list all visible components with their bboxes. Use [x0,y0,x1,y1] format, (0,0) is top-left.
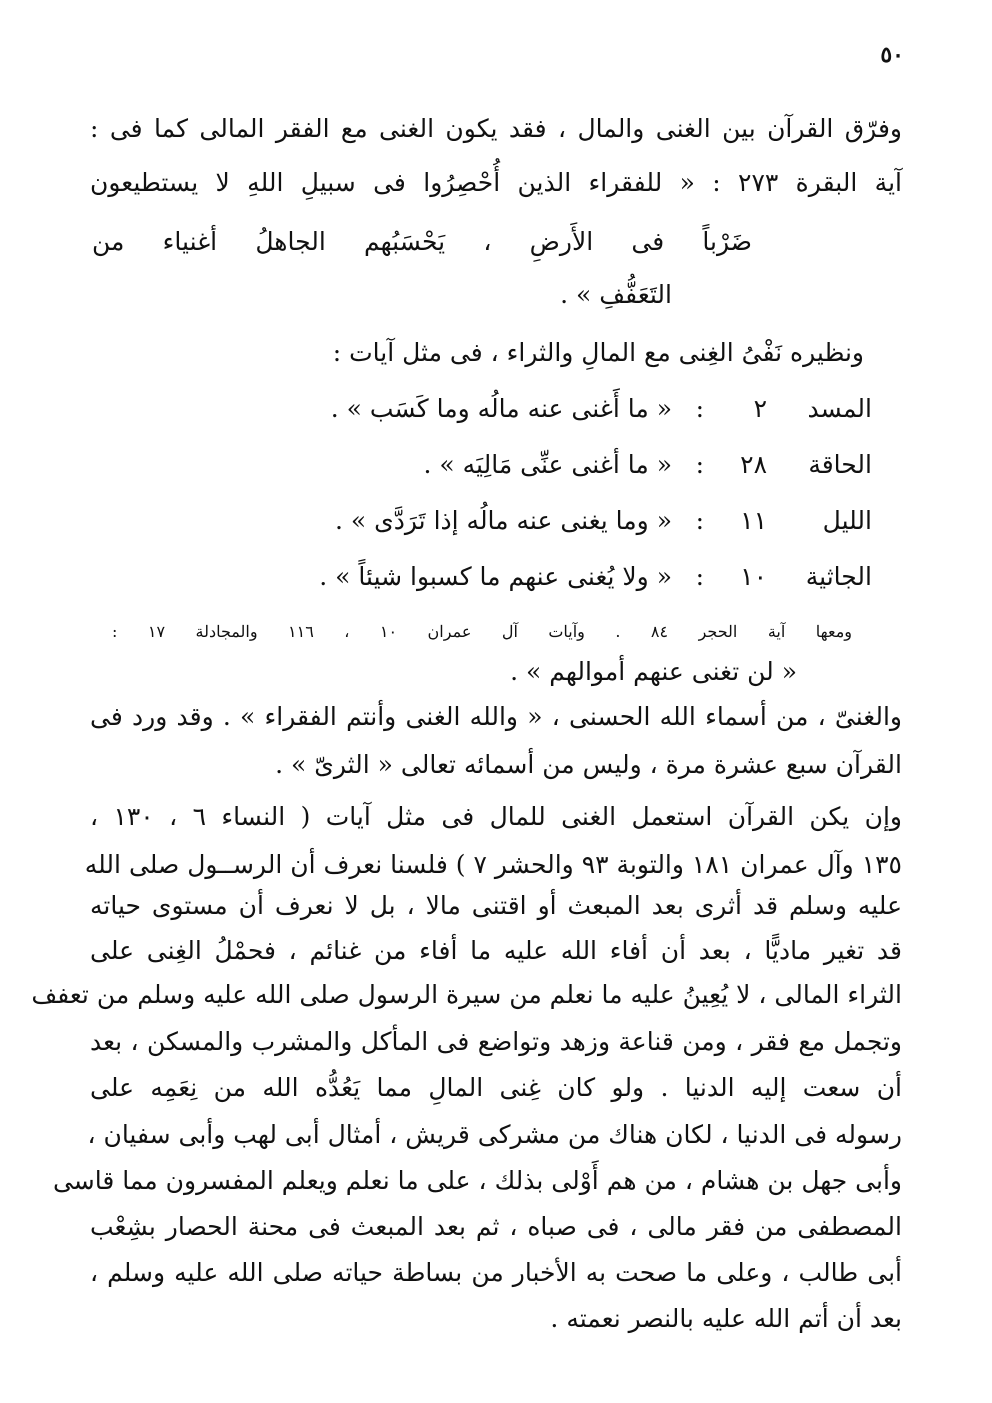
verse-colon: : [695,506,704,535]
text-line: والغنىّ ، من أسماء الله الحسنى ، « والله الغنى وأنتم الفقراء » . وقد ورد فى [90,702,902,731]
text-line: ونظيره نَفْىُ الغِنى مع المالِ والثراء ، فى مثل آيات : [332,338,864,367]
verse-text: « وما يغنى عنه مالُه إذا تَرَدَّى » . [335,506,672,535]
text-line: الثراء المالى ، لا يُعِينُ عليه ما نعلم من سيرة الرسول صلى الله عليه وسلم من تعفف [31,980,902,1009]
text-line: رسوله فى الدنيا ، لكان هناك من مشركى قريش ، أمثال أبى لهب وأبى سفيان ، [87,1120,902,1149]
verse-row [112,504,872,538]
verse-colon: : [695,450,704,479]
text-line: أبى طالب ، وعلى ما صحت به الأخبار من بساطة حياته صلى الله عليه وسلم ، [90,1258,902,1287]
page-number: ٥٠ [880,42,904,68]
text-line: بعد أن أتم الله عليه بالنصر نعمته . [550,1304,902,1333]
verse-number: ٢ [753,394,767,423]
text-line: ضَرْباً فى الأَرضِ ، يَحْسَبُهم الجاهلُ أغنياء من [92,227,752,256]
verse-row [112,560,872,594]
text-line: أن سعت إليه الدنيا . ولو كان غِنى المالِ مما يَعُدُّه الله من نِعَمِه على [90,1073,902,1102]
verse-row [112,448,872,482]
text-line: قد تغير ماديًّا ، بعد أن أفاء الله عليه ما أفاء من غنائم ، فحمْلُ الغِنى على [90,936,902,965]
verse-text: « ما أغنى عنِّى مَالِيَه » . [423,450,672,479]
verse-number: ١١ [740,506,767,535]
text-line: وفرّق القرآن بين الغنى والمال ، فقد يكون الغنى مع الفقر المالى كما فى : [90,114,902,143]
verse-colon: : [695,394,704,423]
text-line: التَعَفُّفِ » . [560,280,672,309]
verse-number: ١٠ [740,562,767,591]
surah-name: الحاقة [808,450,872,479]
text-line: وأبى جهل بن هشام ، من هم أَوْلى بذلك ، على ما نعلم ويعلم المفسرون مما قاسى [52,1166,902,1195]
text-line: « لن تغنى عنهم أموالهم » . [510,657,797,686]
text-line: المصطفى من فقر مالى ، فى صباه ، ثم بعد المبعث فى محنة الحصار بشِعْب [90,1212,902,1241]
text-line: آية البقرة ٢٧٣ : « للفقراء الذين أُحْصِرُوا فى سبيلِ اللهِ لا يستطيعون [90,168,902,197]
text-line: عليه وسلم قد أثرى بعد المبعث أو اقتنى مالا ، بل لا نعرف أن مستوى حياته [90,891,902,920]
text-line: ومعها آية الحجر ٨٤ . وآيات آل عمران ١٠ ، ١١٦ والمجادلة ١٧ : [112,622,853,641]
text-line: القرآن سبع عشرة مرة ، وليس من أسمائه تعالى « الثرىّ » . [275,750,902,779]
text-line: وتجمل مع فقر ، ومن قناعة وزهد وتواضع فى المأكل والمشرب والمسكن ، بعد [90,1027,902,1056]
surah-name: المسد [807,394,872,423]
surah-name: الجاثية [805,562,872,591]
verse-number: ٢٨ [740,450,767,479]
verse-row [112,392,872,426]
verse-text: « ولا يُغنى عنهم ما كسبوا شيئاً » . [319,562,672,591]
text-line: ١٣٥ وآل عمران ١٨١ والتوبة ٩٣ والحشر ٧ ) فلسنا نعرف أن الرســول صلى الله [84,850,902,879]
surah-name: الليل [822,506,872,535]
text-line: وإن يكن القرآن استعمل الغنى للمال فى مثل آيات ( النساء ٦ ، ١٣٠ ، [90,802,902,831]
verse-text: « ما أَغنى عنه مالُه وما كَسَب » . [330,394,672,423]
verse-colon: : [695,562,704,591]
